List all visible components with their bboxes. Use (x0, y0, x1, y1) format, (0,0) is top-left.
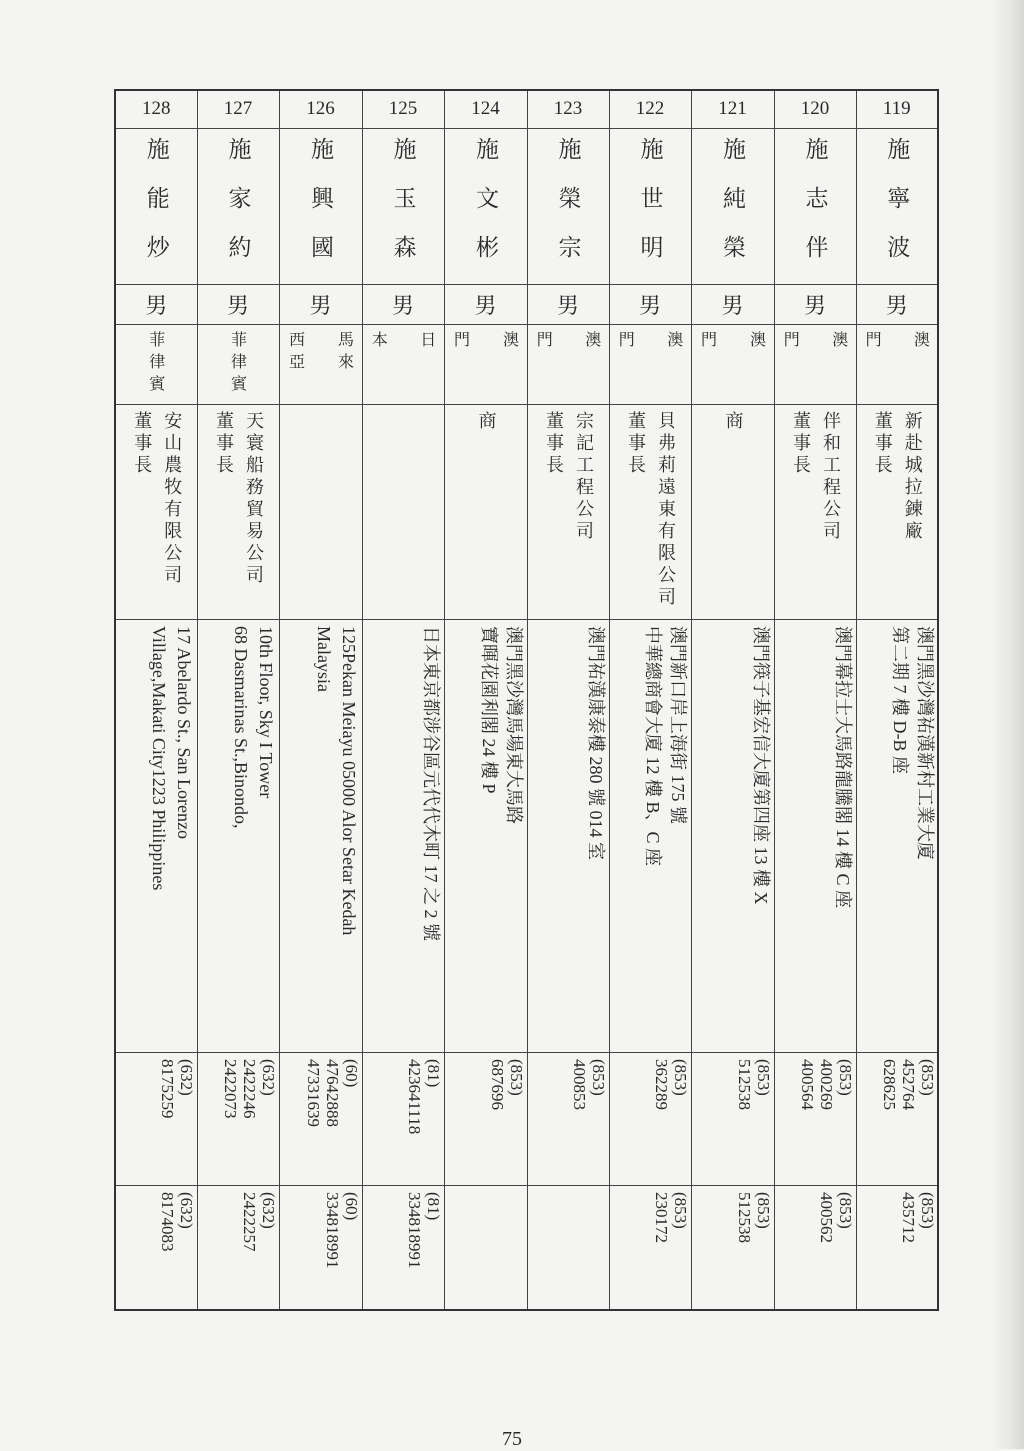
name-character: 施 (636, 136, 663, 186)
fax-line: (81) (424, 1191, 443, 1220)
record-number-cell: 124 (444, 90, 527, 128)
nationality-cell (444, 324, 527, 404)
name-character: 約 (224, 234, 251, 284)
telephone-line: 8175259 (158, 1058, 178, 1118)
telephone-text (610, 1059, 690, 1179)
address-line: 68 Dasmarinas St.,Binondo, (231, 625, 251, 828)
name-cell (609, 128, 691, 284)
record-number-cell: 127 (197, 90, 279, 128)
sex-cell: 男 (362, 284, 444, 324)
fax-line: (853) (671, 1191, 690, 1229)
telephone-text (528, 1059, 608, 1179)
fax-line: (60) (341, 1191, 361, 1220)
address-text (693, 626, 773, 1046)
fax-text (610, 1192, 690, 1311)
address-text (281, 626, 361, 1046)
address-line: 中華總商會大廈 12 樓 B、C 座 (643, 625, 663, 866)
address-line: 澳門筷子基宏信大廈第四座 13 樓 X (750, 625, 771, 904)
row-sex (115, 284, 938, 324)
name-cell (279, 128, 362, 284)
sex-cell: 男 (115, 284, 197, 324)
member-name (552, 137, 585, 284)
record-number-cell: 125 (362, 90, 444, 128)
occupation-cell (444, 404, 527, 619)
telephone-cell (197, 1052, 279, 1185)
row-address (115, 619, 938, 1052)
nationality-cell (362, 324, 444, 404)
name-character: 榮 (719, 234, 745, 284)
telephone-line: 628625 (879, 1058, 899, 1110)
telephone-cell (115, 1052, 197, 1185)
name-character: 彬 (472, 234, 498, 284)
fax-cell (444, 1185, 527, 1310)
member-name (304, 137, 337, 284)
occupation-lines (610, 411, 691, 609)
telephone-line: (853) (506, 1058, 526, 1096)
sex-cell: 男 (444, 284, 527, 324)
address-cell (527, 619, 609, 1052)
nationality-line: 門 (698, 330, 718, 377)
nationality-line: 日 (417, 330, 437, 377)
name-character: 施 (389, 136, 416, 186)
nationality-lines (610, 325, 691, 377)
nationality-lines (445, 325, 527, 377)
name-character: 世 (636, 185, 663, 235)
telephone-line: (632) (259, 1058, 278, 1096)
address-text (775, 626, 855, 1046)
occupation-lines (116, 411, 197, 587)
address-cell (115, 619, 197, 1052)
name-character: 施 (883, 136, 910, 186)
occupation-lines (528, 411, 609, 543)
fax-cell (774, 1185, 856, 1310)
record-number-cell: 120 (774, 90, 856, 128)
fax-line: 230172 (652, 1191, 671, 1243)
fax-text (198, 1192, 278, 1311)
address-line: Village,Makati City1223 Philippines (149, 625, 170, 890)
nationality-line: 澳 (500, 330, 520, 377)
address-line: 澳門黑沙灣馬場東大馬路 (503, 625, 524, 824)
row-fax (115, 1185, 938, 1310)
address-cell (362, 619, 444, 1052)
occupation-line: 董事長 (543, 410, 564, 477)
record-number-cell: 128 (115, 90, 197, 128)
member-name (799, 137, 832, 284)
sex-cell: 男 (609, 284, 691, 324)
name-character: 榮 (554, 185, 581, 235)
address-line: 澳門黑沙灣祐漢新村工業大廈 (914, 625, 935, 860)
telephone-line: 687696 (487, 1058, 507, 1110)
fax-text (528, 1192, 608, 1311)
occupation-lines (692, 411, 774, 433)
occupation-cell (856, 404, 938, 619)
occupation-cell (691, 404, 774, 619)
occupation-line: 商 (475, 410, 497, 433)
record-number-cell: 119 (856, 90, 938, 128)
address-text (528, 626, 608, 1046)
nationality-cell (115, 324, 197, 404)
nationality-line: 澳 (829, 330, 849, 377)
telephone-line: (853) (917, 1058, 937, 1096)
name-cell (691, 128, 774, 284)
nationality-line: 門 (451, 330, 471, 377)
telephone-line: (853) (753, 1058, 773, 1096)
fax-cell (856, 1185, 938, 1310)
occupation-line: 董事長 (790, 410, 811, 477)
fax-text (281, 1192, 361, 1311)
address-cell (279, 619, 362, 1052)
nationality-lines (775, 325, 856, 377)
page-edge-shadow (990, 0, 1024, 1449)
nationality-cell (197, 324, 279, 404)
name-cell (197, 128, 279, 284)
telephone-cell (362, 1052, 444, 1185)
nationality-line: 菲律賓 (146, 330, 166, 397)
telephone-cell (856, 1052, 938, 1185)
occupation-cell (115, 404, 197, 619)
row-number (115, 90, 938, 128)
telephone-line: 47642888 (322, 1058, 342, 1127)
fax-line: 2422257 (240, 1191, 259, 1251)
nationality-lines (857, 325, 938, 377)
name-character: 國 (307, 234, 333, 284)
occupation-cell (609, 404, 691, 619)
name-cell (774, 128, 856, 284)
occupation-line: 伴和工程公司 (820, 410, 841, 543)
nationality-cell (691, 324, 774, 404)
occupation-line: 董事長 (131, 410, 153, 477)
fax-line: 400562 (817, 1191, 836, 1243)
telephone-line: (853) (671, 1058, 690, 1096)
occupation-lines (775, 411, 856, 543)
address-text (198, 626, 278, 1046)
name-character: 森 (389, 234, 416, 284)
name-cell (856, 128, 938, 284)
address-line: 寶暉花園利閣 24 樓 P (478, 625, 499, 794)
address-line: 日本東京都涉谷區元代代木町 17 之 2 號 (421, 625, 441, 941)
name-character: 施 (472, 136, 498, 186)
fax-cell (609, 1185, 691, 1310)
occupation-line: 董事長 (213, 410, 234, 477)
telephone-line: (853) (589, 1058, 608, 1096)
name-character: 寧 (883, 185, 910, 235)
name-character: 宗 (554, 234, 581, 284)
address-line: Malaysia (313, 625, 334, 692)
name-character: 明 (636, 234, 663, 284)
telephone-line: 423641118 (405, 1058, 424, 1134)
row-telephone (115, 1052, 938, 1185)
fax-line: (853) (836, 1191, 855, 1229)
address-line: 澳門新口岸上海街 175 號 (668, 625, 688, 824)
telephone-line: (632) (177, 1058, 197, 1096)
nationality-cell (856, 324, 938, 404)
record-number-cell: 126 (279, 90, 362, 128)
sex-cell: 男 (856, 284, 938, 324)
telephone-text (857, 1059, 937, 1179)
address-line: 第二期 7 樓 D-B 座 (889, 625, 910, 774)
page-number: 75 (502, 1428, 522, 1450)
address-cell (856, 619, 938, 1052)
telephone-cell (691, 1052, 774, 1185)
occupation-lines (857, 411, 938, 543)
member-name (469, 137, 502, 284)
sex-cell: 男 (691, 284, 774, 324)
nationality-line: 馬來 (335, 330, 355, 375)
fax-text (693, 1192, 773, 1311)
telephone-line: 362289 (652, 1058, 671, 1110)
sex-cell: 男 (197, 284, 279, 324)
occupation-line: 宗記工程公司 (573, 410, 594, 543)
occupation-line: 天寰船務貿易公司 (243, 410, 264, 587)
occupation-cell (527, 404, 609, 619)
member-roster-table (114, 89, 939, 1311)
nationality-line: 本 (369, 330, 389, 377)
member-name (634, 137, 667, 284)
address-cell (774, 619, 856, 1052)
row-nationality (115, 324, 938, 404)
nationality-line: 門 (534, 330, 554, 377)
telephone-cell (527, 1052, 609, 1185)
nationality-line: 澳 (664, 330, 684, 377)
record-number-cell: 122 (609, 90, 691, 128)
occupation-lines (445, 411, 527, 433)
fax-text (363, 1192, 443, 1311)
record-number-cell: 123 (527, 90, 609, 128)
nationality-lines (116, 325, 197, 397)
telephone-text (693, 1059, 773, 1179)
address-cell (444, 619, 527, 1052)
member-name (716, 137, 749, 284)
sex-cell: 男 (279, 284, 362, 324)
fax-text (775, 1192, 855, 1311)
telephone-text (281, 1059, 361, 1179)
name-character: 伴 (801, 234, 828, 284)
nationality-line: 門 (616, 330, 636, 377)
nationality-line: 門 (863, 330, 883, 377)
address-text (116, 626, 196, 1046)
fax-cell (115, 1185, 197, 1310)
nationality-lines (528, 325, 609, 377)
occupation-line: 貝弗莉遠東有限公司 (655, 410, 676, 609)
name-character: 施 (224, 136, 251, 186)
nationality-line: 澳 (747, 330, 767, 377)
telephone-line: 47331639 (303, 1058, 323, 1127)
row-name (115, 128, 938, 284)
occupation-line: 新赴城拉鍊廠 (901, 410, 923, 543)
name-character: 施 (554, 136, 581, 186)
fax-text (446, 1192, 526, 1311)
address-cell (691, 619, 774, 1052)
address-text (857, 626, 937, 1046)
telephone-line: 452764 (898, 1058, 918, 1110)
telephone-cell (609, 1052, 691, 1185)
fax-line: 334818991 (322, 1191, 342, 1268)
telephone-text (363, 1059, 443, 1179)
name-cell (115, 128, 197, 284)
occupation-line: 商 (722, 410, 744, 433)
name-cell (527, 128, 609, 284)
name-cell (444, 128, 527, 284)
nationality-line: 門 (781, 330, 801, 377)
occupation-line: 安山農牧有限公司 (161, 410, 183, 587)
address-line: 澳門幕拉士大馬路龍騰閣 14 樓 C 座 (833, 625, 853, 908)
member-name (387, 137, 420, 284)
row-occupation (115, 404, 938, 619)
occupation-line: 董事長 (625, 410, 646, 477)
fax-cell (691, 1185, 774, 1310)
fax-line: (853) (917, 1191, 937, 1229)
telephone-line: 400564 (798, 1058, 817, 1110)
telephone-cell (774, 1052, 856, 1185)
record-number-cell: 121 (691, 90, 774, 128)
address-text (363, 626, 443, 1046)
fax-line: (632) (259, 1191, 278, 1229)
name-character: 玉 (389, 185, 416, 235)
fax-line: 435712 (898, 1191, 918, 1243)
name-character: 家 (224, 185, 251, 235)
telephone-text (198, 1059, 278, 1179)
fax-text (857, 1192, 937, 1311)
sex-cell: 男 (527, 284, 609, 324)
address-cell (609, 619, 691, 1052)
nationality-line: 澳 (582, 330, 602, 377)
occupation-cell (774, 404, 856, 619)
telephone-text (446, 1059, 526, 1179)
telephone-line: (81) (424, 1058, 443, 1087)
address-text (610, 626, 690, 1046)
nationality-lines (363, 325, 444, 377)
nationality-lines (198, 325, 279, 397)
telephone-cell (279, 1052, 362, 1185)
telephone-cell (444, 1052, 527, 1185)
telephone-line: (853) (836, 1058, 855, 1096)
sex-cell: 男 (774, 284, 856, 324)
nationality-line: 西亞 (286, 330, 306, 375)
name-character: 志 (801, 185, 828, 235)
fax-text (116, 1192, 196, 1311)
name-cell (362, 128, 444, 284)
nationality-cell (609, 324, 691, 404)
nationality-cell (279, 324, 362, 404)
fax-line: (853) (753, 1191, 773, 1229)
fax-line: 512538 (734, 1191, 754, 1243)
fax-line: 334818991 (405, 1191, 424, 1268)
fax-cell (197, 1185, 279, 1310)
name-character: 施 (719, 136, 745, 186)
nationality-line: 澳 (911, 330, 931, 377)
name-character: 炒 (142, 234, 169, 284)
nationality-lines (692, 325, 774, 377)
occupation-line: 董事長 (871, 410, 893, 477)
address-line: 125Pekan Meiayu 05000 Alor Setar Kedah (338, 625, 359, 935)
member-name (880, 137, 913, 284)
nationality-line: 菲律賓 (228, 330, 248, 397)
telephone-line: 2422073 (221, 1058, 240, 1118)
name-character: 興 (307, 185, 333, 235)
name-character: 波 (883, 234, 910, 284)
fax-line: 8174083 (158, 1191, 178, 1251)
occupation-cell (279, 404, 362, 619)
occupation-cell (362, 404, 444, 619)
telephone-line: 400853 (570, 1058, 589, 1110)
address-text (446, 626, 526, 1046)
fax-cell (362, 1185, 444, 1310)
telephone-line: 400269 (817, 1058, 836, 1110)
name-character: 能 (142, 185, 169, 235)
fax-cell (279, 1185, 362, 1310)
address-line: 10th Floor, Sky I Tower (256, 625, 276, 798)
name-character: 文 (472, 185, 498, 235)
telephone-text (775, 1059, 855, 1179)
address-cell (197, 619, 279, 1052)
member-name (140, 137, 173, 284)
nationality-cell (527, 324, 609, 404)
occupation-cell (197, 404, 279, 619)
address-line: 澳門祐漢康泰樓 280 號 014 室 (586, 625, 606, 860)
name-character: 施 (307, 136, 333, 186)
name-character: 施 (142, 136, 169, 186)
name-character: 純 (719, 185, 745, 235)
telephone-line: 512538 (734, 1058, 754, 1110)
fax-line: (632) (177, 1191, 197, 1229)
address-line: 17 Abelardo St., San Lorenzo (174, 625, 195, 839)
member-name (222, 137, 255, 284)
nationality-cell (774, 324, 856, 404)
telephone-text (116, 1059, 196, 1179)
occupation-lines (198, 411, 279, 587)
telephone-line: 2422246 (240, 1058, 259, 1118)
nationality-lines (280, 325, 362, 375)
name-character: 施 (801, 136, 828, 186)
fax-cell (527, 1185, 609, 1310)
telephone-line: (60) (341, 1058, 361, 1087)
